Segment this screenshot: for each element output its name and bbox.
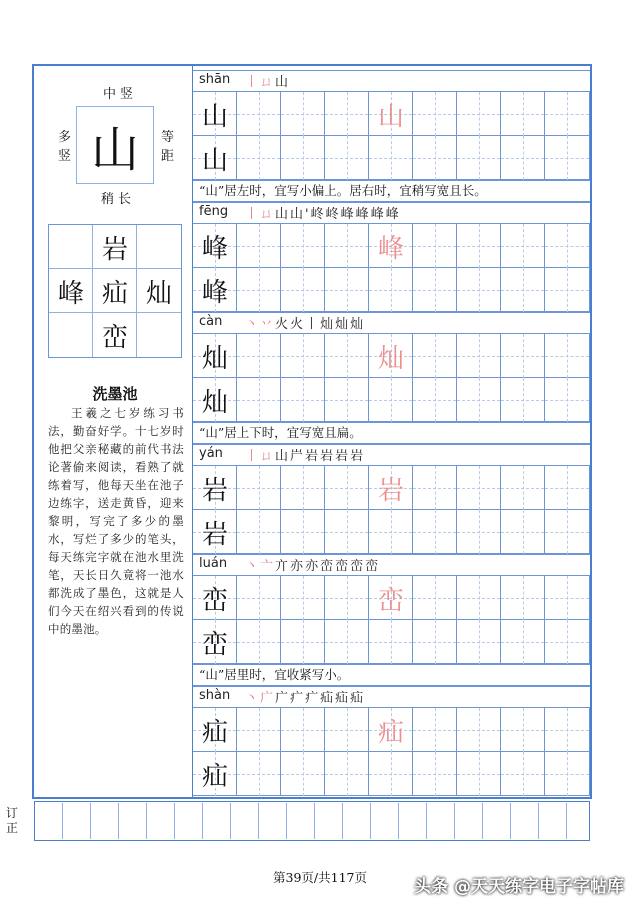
practice-cell[interactable] [545, 136, 590, 180]
practice-cell[interactable] [281, 510, 325, 554]
practice-cell[interactable] [545, 708, 590, 752]
practice-cell[interactable] [325, 224, 369, 268]
stroke-step: 亠 [260, 559, 276, 574]
stroke-order-row [193, 686, 590, 708]
practice-cell[interactable] [501, 466, 545, 510]
practice-cell[interactable] [369, 268, 413, 312]
model-character: 峰 [201, 233, 228, 264]
practice-grid-row [193, 136, 590, 180]
practice-cell[interactable] [545, 378, 590, 422]
practice-cell[interactable] [501, 268, 545, 312]
model-character: 山 [201, 145, 228, 176]
practice-grid-row [193, 334, 590, 378]
practice-cell[interactable] [237, 708, 281, 752]
practice-cell[interactable] [281, 224, 325, 268]
practice-cell[interactable] [281, 708, 325, 752]
stroke-step: 峂 [310, 207, 326, 222]
practice-cell[interactable] [237, 576, 281, 620]
stroke-order-row [193, 312, 590, 334]
practice-cell[interactable] [413, 92, 457, 136]
stroke-order-row [193, 444, 590, 466]
practice-grid-row [193, 268, 590, 312]
correction-cell-divider [258, 803, 259, 839]
practice-cell[interactable] [413, 510, 457, 554]
practice-cell[interactable] [193, 576, 237, 620]
layout-note: “山”居左时，宜写小偏上。居右时，宜稍写宽且长。 [193, 180, 590, 202]
practice-cell[interactable] [501, 620, 545, 664]
practice-cell[interactable] [369, 708, 413, 752]
practice-cell[interactable] [237, 620, 281, 664]
practice-cell[interactable] [281, 576, 325, 620]
practice-cell[interactable] [193, 136, 237, 180]
stroke-step: 火丨 [290, 317, 321, 332]
practice-cell[interactable] [369, 136, 413, 180]
stroke-step: 峦 [320, 559, 336, 574]
practice-cell[interactable] [457, 224, 501, 268]
stroke-step: 峰 [340, 207, 356, 222]
practice-cell[interactable] [325, 334, 369, 378]
practice-cell[interactable] [325, 378, 369, 422]
practice-cell[interactable] [325, 620, 369, 664]
stroke-step: 山' [290, 207, 311, 222]
stroke-step: ㄩ [260, 75, 276, 90]
stroke-sequence [245, 445, 365, 464]
stroke-step: 疝 [320, 691, 336, 706]
correction-cell-divider [538, 803, 539, 839]
practice-cell[interactable] [281, 752, 325, 796]
example-center-char: 疝 [101, 278, 128, 309]
stroke-step: 丶 [245, 559, 261, 574]
practice-cell[interactable] [545, 334, 590, 378]
correction-label [6, 806, 20, 836]
practice-cell[interactable] [501, 92, 545, 136]
practice-cell[interactable] [457, 268, 501, 312]
correction-cell-divider [90, 803, 91, 839]
practice-cell[interactable] [501, 752, 545, 796]
stroke-step: 岩 [305, 449, 321, 464]
main-character: 山 [90, 121, 139, 178]
top-label: 中竖 [103, 87, 138, 102]
stroke-step: 灿 [320, 317, 336, 332]
stroke-step: 丷 [260, 317, 276, 332]
pinyin: shàn [199, 688, 231, 703]
practice-cell[interactable] [325, 510, 369, 554]
stroke-step: 岩 [335, 449, 351, 464]
practice-cell[interactable] [457, 576, 501, 620]
correction-cell-divider [314, 803, 315, 839]
stroke-step: 疝 [350, 691, 366, 706]
stroke-step: 峦 [350, 559, 366, 574]
stroke-step: 广 [260, 691, 276, 706]
stroke-step: 山 [275, 207, 291, 222]
correction-cell-divider [202, 803, 203, 839]
correction-cell-divider [118, 803, 119, 839]
correction-cell-divider [426, 803, 427, 839]
practice-cell[interactable] [457, 92, 501, 136]
correction-cell-divider [454, 803, 455, 839]
stroke-step: 峰 [385, 207, 401, 222]
stroke-step: ㄩ [260, 207, 276, 222]
practice-cell[interactable] [281, 268, 325, 312]
correction-cell-divider [174, 803, 175, 839]
practice-cell[interactable] [369, 334, 413, 378]
pinyin: yán [199, 446, 223, 461]
story-text: 王羲之七岁练习书法，勤奋好学。十七岁时他把父亲秘藏的前代书法论著偷来阅读，看熟了就练着写，他每天坐在池子边练字，送走黄昏，迎来黎明，写完了多少的墨水，写烂了多少的笔头，每天练完字就在池水里洗笔，天长日久竟将一池水都洗成了墨色，这就是人们今天在绍兴看到的传说中的墨池。 [48, 406, 184, 636]
stroke-step: 岩 [350, 449, 366, 464]
practice-cell[interactable] [281, 620, 325, 664]
practice-cell[interactable] [413, 466, 457, 510]
practice-cell[interactable] [325, 466, 369, 510]
practice-cell[interactable] [369, 576, 413, 620]
practice-cell[interactable] [457, 466, 501, 510]
practice-cell[interactable] [457, 708, 501, 752]
pinyin: càn [199, 314, 223, 329]
correction-cell-divider [398, 803, 399, 839]
practice-cell[interactable] [413, 136, 457, 180]
practice-cell[interactable] [369, 378, 413, 422]
stroke-sequence [245, 71, 290, 90]
practice-cell[interactable] [193, 378, 237, 422]
trace-character: 峰 [377, 233, 404, 264]
practice-cell[interactable] [501, 378, 545, 422]
example-left-char: 峰 [57, 278, 84, 309]
practice-cell[interactable] [193, 466, 237, 510]
practice-grid-row [193, 576, 590, 620]
right-label-2: 距 [161, 149, 175, 164]
left-label-1: 多 [58, 130, 72, 145]
stroke-sequence [245, 687, 365, 706]
practice-grid-row [193, 466, 590, 510]
practice-grid-row [193, 620, 590, 664]
practice-cell[interactable] [237, 268, 281, 312]
practice-cell[interactable] [193, 752, 237, 796]
practice-cell[interactable] [457, 136, 501, 180]
practice-cell[interactable] [545, 466, 590, 510]
trace-character: 疝 [377, 717, 404, 748]
stroke-step: 屵 [290, 449, 306, 464]
practice-cell[interactable] [325, 268, 369, 312]
practice-cell[interactable] [237, 136, 281, 180]
correction-cell-divider [342, 803, 343, 839]
model-character: 疝 [201, 761, 228, 792]
model-character: 灿 [201, 343, 228, 374]
correction-label-1: 订 [6, 806, 19, 820]
practice-grid-row [193, 752, 590, 796]
practice-cell[interactable] [281, 92, 325, 136]
correction-cell-divider [146, 803, 147, 839]
model-character: 岩 [201, 519, 228, 550]
practice-cell[interactable] [545, 268, 590, 312]
stroke-order-row [193, 202, 590, 224]
stroke-step: 火 [275, 317, 291, 332]
correction-cell-divider [482, 803, 483, 839]
practice-cell[interactable] [369, 224, 413, 268]
stroke-step: 灿 [350, 317, 366, 332]
practice-cell[interactable] [281, 334, 325, 378]
practice-grid-row [193, 510, 590, 554]
model-character: 山 [201, 101, 228, 132]
stroke-step: 灿 [335, 317, 351, 332]
model-character: 峰 [201, 277, 228, 308]
practice-cell[interactable] [193, 92, 237, 136]
trace-character: 岩 [377, 475, 404, 506]
practice-cell[interactable] [193, 510, 237, 554]
pinyin: shān [199, 72, 231, 87]
practice-cell[interactable] [369, 620, 413, 664]
practice-cell[interactable] [413, 752, 457, 796]
practice-cell[interactable] [457, 334, 501, 378]
stroke-step: 丶 [245, 317, 261, 332]
correction-cell-divider [230, 803, 231, 839]
practice-cell[interactable] [545, 752, 590, 796]
practice-cell[interactable] [237, 752, 281, 796]
bottom-label: 稍长 [101, 192, 136, 207]
practice-cell[interactable] [237, 510, 281, 554]
trace-character: 山 [377, 101, 404, 132]
stroke-order-row [193, 70, 590, 92]
practice-cell[interactable] [457, 510, 501, 554]
main-char-box [76, 106, 154, 184]
stroke-step: 丨 [245, 207, 261, 222]
practice-cell[interactable] [193, 620, 237, 664]
practice-cell[interactable] [369, 752, 413, 796]
practice-cell[interactable] [545, 510, 590, 554]
example-grid [48, 224, 182, 358]
practice-cell[interactable] [413, 334, 457, 378]
left-label-2: 竖 [58, 149, 72, 164]
practice-cell[interactable] [325, 752, 369, 796]
stroke-sequence [245, 555, 380, 574]
stroke-step: 山 [275, 75, 291, 90]
stroke-order-row [193, 554, 590, 576]
model-character: 灿 [201, 387, 228, 418]
practice-cell[interactable] [325, 136, 369, 180]
story-title: 洗墨池 [92, 385, 138, 403]
pinyin: luán [199, 556, 228, 571]
practice-cell[interactable] [457, 378, 501, 422]
correction-cell-divider [286, 803, 287, 839]
practice-grid-row [193, 224, 590, 268]
practice-grid-row [193, 378, 590, 422]
practice-cell[interactable] [281, 136, 325, 180]
practice-cell[interactable] [501, 576, 545, 620]
layout-note: “山”居上下时，宜写宽且扁。 [193, 422, 590, 444]
stroke-step: 疒 [305, 691, 321, 706]
practice-cell[interactable] [325, 92, 369, 136]
practice-cell[interactable] [413, 224, 457, 268]
practice-cell[interactable] [413, 576, 457, 620]
correction-cell-divider [510, 803, 511, 839]
watermark: 头条 @天天练字电子字帖库 [414, 877, 624, 897]
practice-cell[interactable] [457, 752, 501, 796]
stroke-step: 峂 [325, 207, 341, 222]
model-character: 峦 [201, 585, 228, 616]
practice-cell[interactable] [501, 334, 545, 378]
practice-cell[interactable] [545, 576, 590, 620]
stroke-step: 亦 [305, 559, 321, 574]
stroke-step: 亣 [275, 559, 291, 574]
example-top-char: 岩 [101, 234, 128, 265]
right-label-1: 等 [161, 130, 175, 145]
practice-cell[interactable] [501, 224, 545, 268]
stroke-step: 丨 [245, 449, 261, 464]
practice-cell[interactable] [237, 92, 281, 136]
correction-label-2: 正 [6, 821, 19, 835]
practice-cell[interactable] [237, 334, 281, 378]
stroke-step: 山 [275, 449, 291, 464]
pinyin: fēng [199, 204, 229, 219]
stroke-step: 峦 [335, 559, 351, 574]
practice-cell[interactable] [281, 378, 325, 422]
correction-cell-divider [566, 803, 567, 839]
trace-character: 峦 [377, 585, 404, 616]
practice-cell[interactable] [413, 378, 457, 422]
stroke-step: 疒 [290, 691, 306, 706]
practice-cell[interactable] [457, 620, 501, 664]
practice-cell[interactable] [369, 510, 413, 554]
practice-cell[interactable] [413, 708, 457, 752]
practice-cell[interactable] [325, 576, 369, 620]
practice-cell[interactable] [545, 92, 590, 136]
practice-grid-row [193, 708, 590, 752]
practice-cell[interactable] [193, 224, 237, 268]
stroke-step: 丨 [245, 75, 261, 90]
example-right-char: 灿 [145, 278, 172, 309]
stroke-step: 峰 [370, 207, 386, 222]
practice-cell[interactable] [545, 620, 590, 664]
stroke-sequence [245, 313, 365, 332]
page-number: 第39页/共117页 [273, 870, 367, 885]
practice-cell[interactable] [501, 708, 545, 752]
model-character: 岩 [201, 475, 228, 506]
stroke-sequence [245, 203, 401, 222]
practice-cell[interactable] [325, 708, 369, 752]
practice-cell[interactable] [281, 466, 325, 510]
example-bottom-char: 峦 [101, 322, 128, 353]
stroke-step: 峰 [355, 207, 371, 222]
stroke-step: 广 [275, 691, 291, 706]
correction-cell-divider [370, 803, 371, 839]
practice-cell[interactable] [501, 510, 545, 554]
practice-cell[interactable] [545, 224, 590, 268]
trace-character: 灿 [377, 343, 404, 374]
correction-cell-divider [62, 803, 63, 839]
stroke-step: 峦 [365, 559, 381, 574]
practice-cell[interactable] [237, 466, 281, 510]
practice-cell[interactable] [369, 466, 413, 510]
stroke-step: ㄩ [260, 449, 276, 464]
practice-cell[interactable] [237, 224, 281, 268]
practice-cell[interactable] [369, 92, 413, 136]
practice-cell[interactable] [501, 136, 545, 180]
practice-cell[interactable] [193, 708, 237, 752]
practice-cell[interactable] [413, 268, 457, 312]
stroke-step: 亦 [290, 559, 306, 574]
stroke-step: 丶 [245, 691, 261, 706]
practice-cell[interactable] [193, 334, 237, 378]
stroke-step: 岩 [320, 449, 336, 464]
practice-cell[interactable] [413, 620, 457, 664]
stroke-step: 疝 [335, 691, 351, 706]
practice-grid-row [193, 92, 590, 136]
practice-cell[interactable] [237, 378, 281, 422]
layout-note: “山”居里时，宜收紧写小。 [193, 664, 590, 686]
model-character: 疝 [201, 717, 228, 748]
model-character: 峦 [201, 629, 228, 660]
practice-cell[interactable] [193, 268, 237, 312]
